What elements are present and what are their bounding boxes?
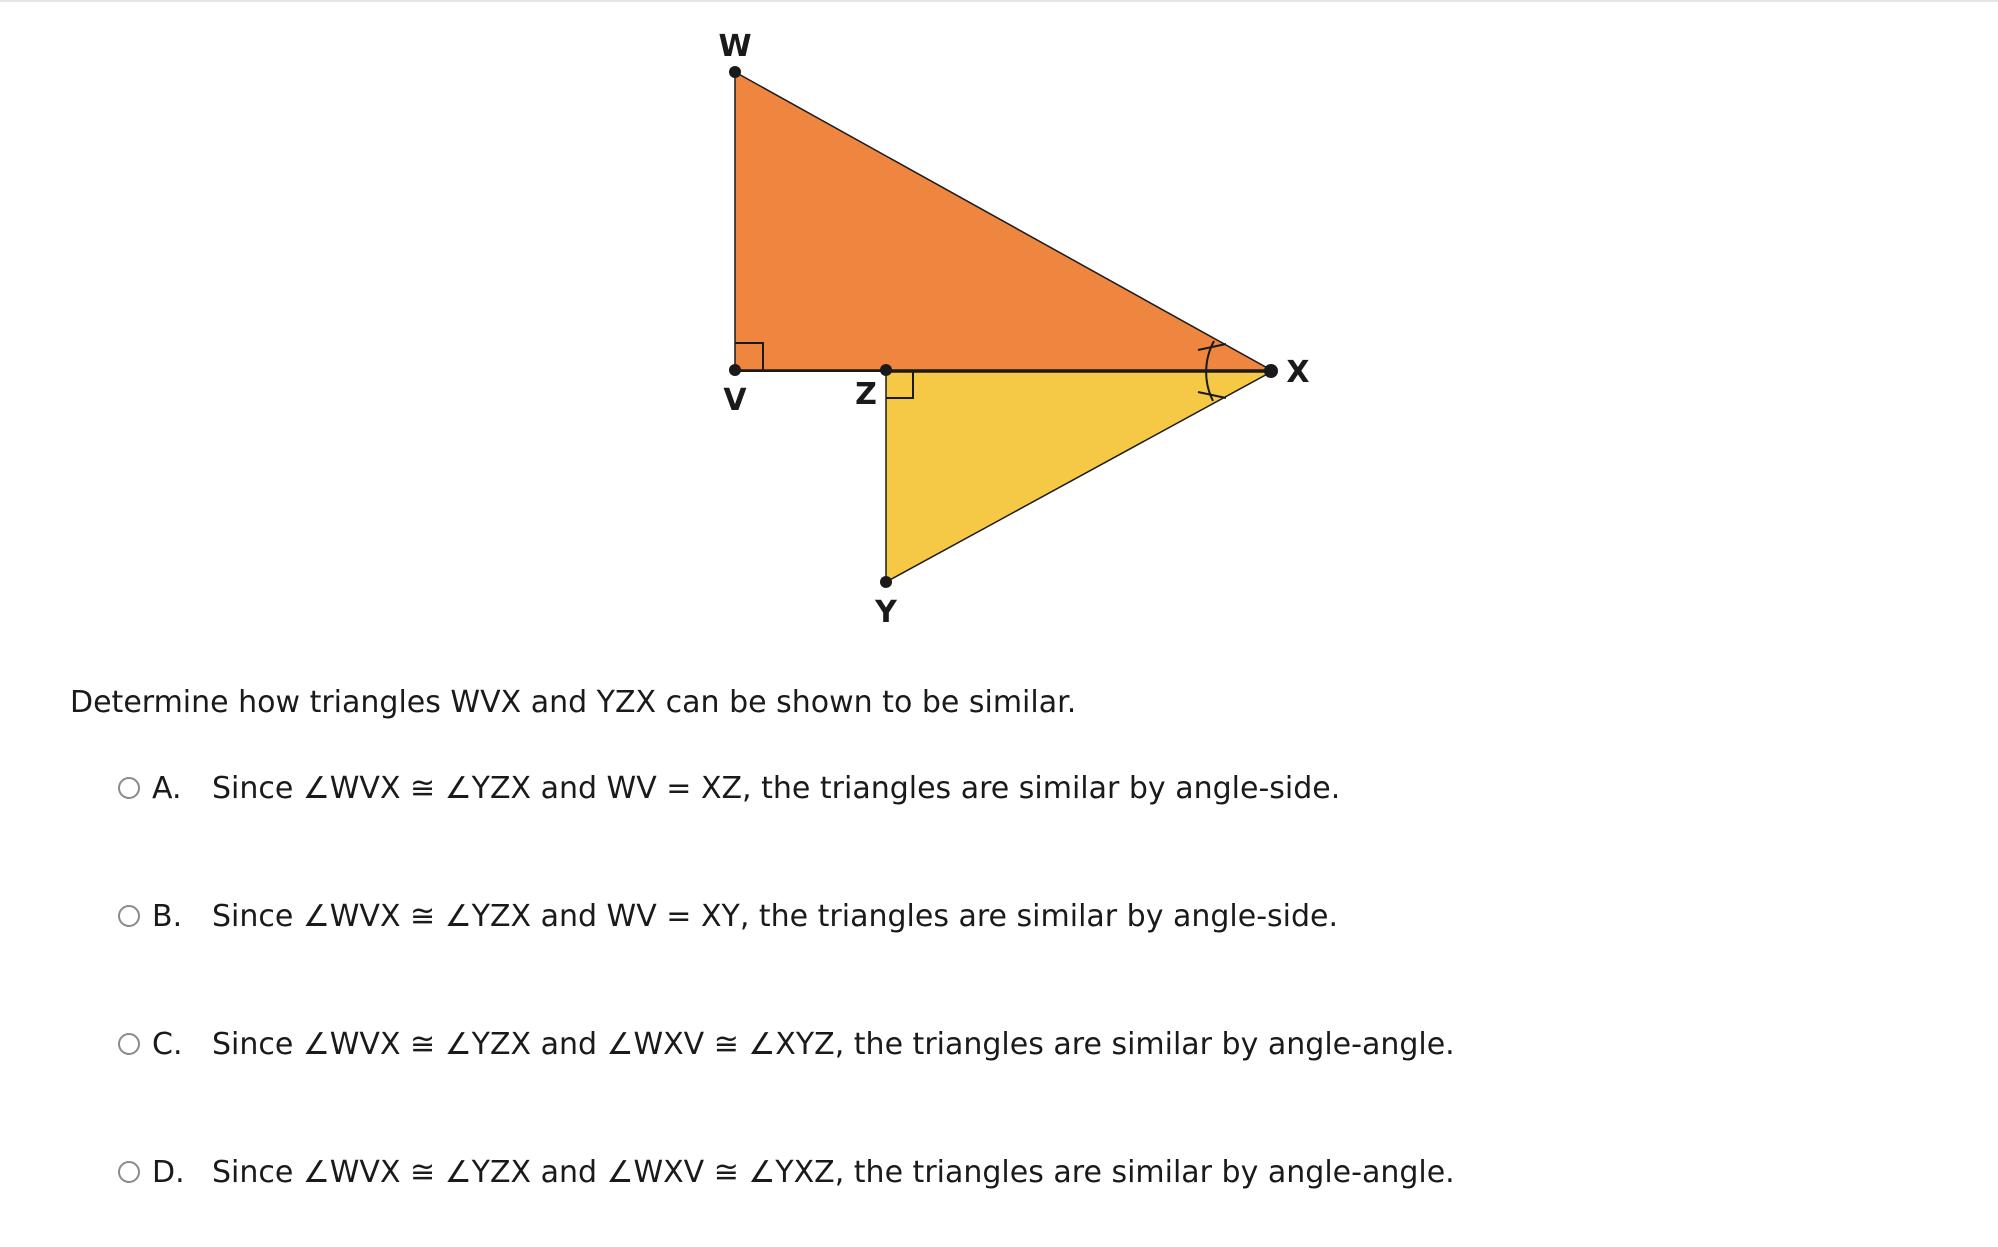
vertex-point-v	[729, 364, 741, 376]
vertex-label-v: V	[723, 383, 747, 418]
choice-text-a: Since ∠WVX ≅ ∠YZX and WV = XZ, the triangles are similar by angle-side.	[212, 770, 1341, 806]
question-prompt: Determine how triangles WVX and YZX can be shown to be similar.	[70, 685, 1077, 720]
vertex-label-z: Z	[855, 377, 877, 412]
choice-letter-a: A.	[152, 770, 182, 806]
vertex-point-x	[1264, 364, 1278, 378]
choice-text-b: Since ∠WVX ≅ ∠YZX and WV = XY, the triangles are similar by angle-side.	[212, 898, 1339, 934]
radio-button-c[interactable]	[118, 1033, 140, 1055]
triangle-yzx	[886, 372, 1271, 582]
vertex-label-w: W	[718, 29, 752, 64]
choice-letter-d: D.	[152, 1154, 185, 1190]
vertex-label-y: Y	[875, 595, 897, 630]
answer-choice-a[interactable]	[118, 766, 1340, 810]
choice-letter-b: B.	[152, 898, 183, 934]
answer-choice-b[interactable]	[118, 894, 1338, 938]
choice-text-c: Since ∠WVX ≅ ∠YZX and ∠WXV ≅ ∠XYZ, the triangles are similar by angle-angle.	[212, 1026, 1455, 1062]
answer-choice-c[interactable]	[118, 1022, 1455, 1066]
choice-text-d: Since ∠WVX ≅ ∠YZX and ∠WXV ≅ ∠YXZ, the triangles are similar by angle-angle.	[212, 1154, 1455, 1190]
radio-button-b[interactable]	[118, 905, 140, 927]
vertex-point-w	[729, 66, 741, 78]
answer-choice-d[interactable]	[118, 1150, 1455, 1194]
vertex-point-z	[880, 364, 892, 376]
radio-button-a[interactable]	[118, 777, 140, 799]
radio-button-d[interactable]	[118, 1161, 140, 1183]
vertex-label-x: X	[1286, 355, 1310, 390]
triangle-wvx	[735, 72, 1271, 370]
choice-letter-c: C.	[152, 1026, 183, 1062]
vertex-point-y	[880, 576, 892, 588]
